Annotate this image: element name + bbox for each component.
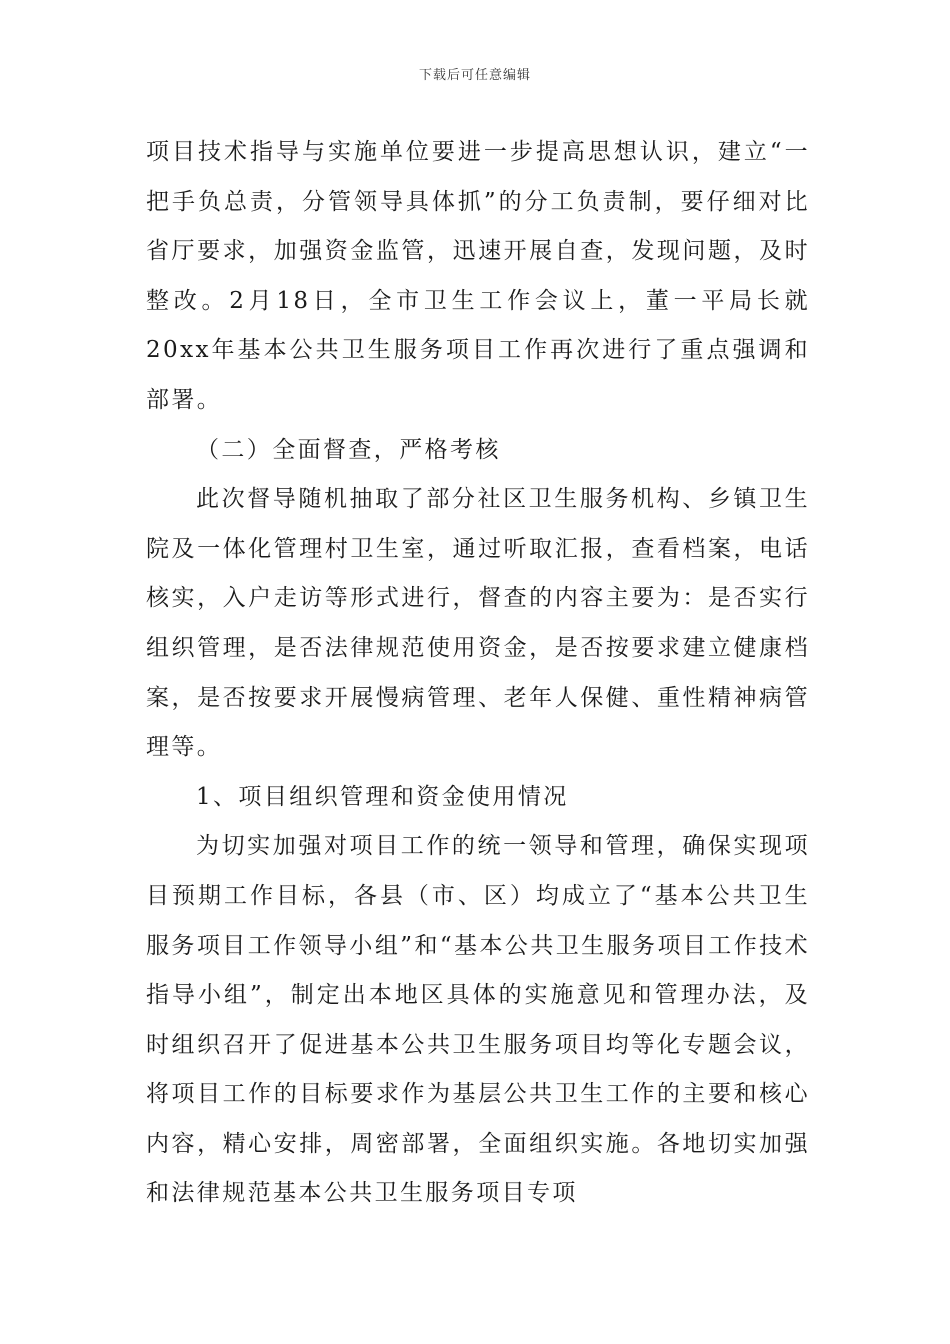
paragraph-1: 项目技术指导与实施单位要进一步提高思想认识，建立“一把手负总责，分管领导具体抓”的分工负责制，要仔细对比省厅要求，加强资金监管，迅速开展自查，发现问题，及时整改。2月18日，全市卫生工作会议上，董一平局长就20xx年基本公共卫生服务项目工作再次进行了重点强调和部署。	[146, 139, 810, 413]
subsection-heading-1: 1、项目组织管理和资金使用情况	[196, 783, 569, 810]
document-body	[146, 128, 810, 1219]
section-heading-2: （二）全面督查，严格考核	[196, 436, 501, 463]
paragraph-3: 此次督导随机抽取了部分社区卫生服务机构、乡镇卫生院及一体化管理村卫生室，通过听取汇报，查看档案，电话核实，入户走访等形式进行，督查的内容主要为：是否实行组织管理，是否法律规范使用资金，是否按要求建立健康档案，是否按要求开展慢病管理、老年人保健、重性精神病管理等。	[146, 486, 810, 761]
paragraph-5: 为切实加强对项目工作的统一领导和管理，确保实现项目预期工作目标，各县（市、区）均成立了“基本公共卫生服务项目工作领导小组”和“基本公共卫生服务项目工作技术指导小组”，制定出本地区具体的实施意见和管理办法，及时组织召开了促进基本公共卫生服务项目均等化专题会议，将项目工作的目标要求作为基层公共卫生工作的主要和核心内容，精心安排，周密部署，全面组织实施。各地切实加强和法律规范基本公共卫生服务项目专项	[146, 833, 810, 1207]
page-header: 下载后可任意编辑	[418, 68, 531, 83]
